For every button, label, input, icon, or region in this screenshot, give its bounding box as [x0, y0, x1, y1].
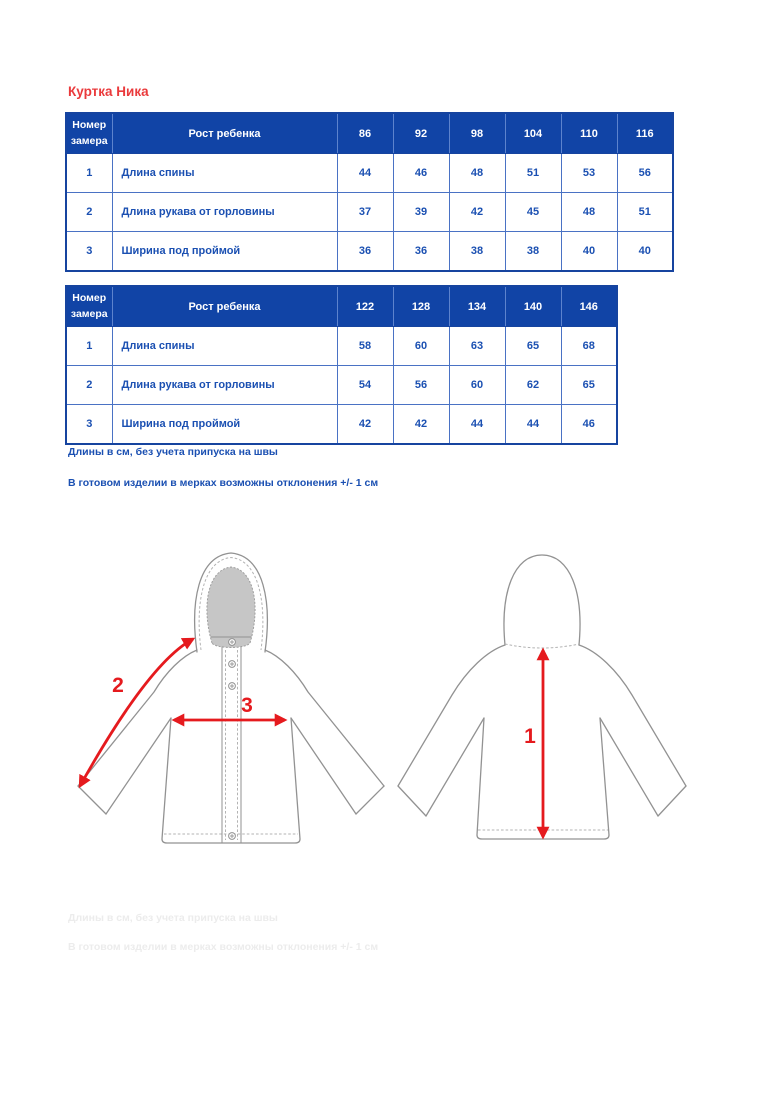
measure-row [66, 232, 673, 272]
child-height-header: Рост ребенка [112, 113, 337, 154]
measure-label-cell: Длина рукава от горловины [112, 366, 337, 405]
measure-number-cell: 3 [66, 232, 112, 272]
size-table [65, 285, 618, 445]
measure-value-cell: 37 [337, 193, 393, 232]
note-units: Длины в см, без учета припуска на швы [68, 446, 278, 458]
measure-label-chest: 3 [241, 694, 253, 717]
measure-value-cell: 48 [561, 193, 617, 232]
measure-number-cell: 2 [66, 193, 112, 232]
measure-value-cell: 62 [505, 366, 561, 405]
measure-value-cell: 51 [617, 193, 673, 232]
child-height-header: Рост ребенка [112, 286, 337, 327]
measure-value-cell: 45 [505, 193, 561, 232]
measure-row [66, 366, 617, 405]
measure-value-cell: 48 [449, 154, 505, 193]
jacket-back-view [392, 540, 722, 860]
measure-value-cell: 44 [449, 405, 505, 445]
measure-value-cell: 39 [393, 193, 449, 232]
header-row [66, 113, 673, 154]
measure-value-cell: 36 [393, 232, 449, 272]
measure-row [66, 327, 617, 366]
header-row [66, 286, 617, 327]
measure-value-cell: 63 [449, 327, 505, 366]
measure-label-cell: Длина спины [112, 154, 337, 193]
measure-value-cell: 44 [337, 154, 393, 193]
ghost-note-tolerance: В готовом изделии в мерках возможны отклонения +/- 1 см [68, 941, 379, 953]
back-length-arrow [524, 650, 543, 837]
measure-value-cell: 60 [393, 327, 449, 366]
size-header-cell: 146 [561, 286, 617, 327]
size-table-large-sizes [65, 285, 618, 445]
product-title: Куртка Ника [68, 84, 149, 99]
back-hood [504, 555, 580, 648]
size-header-cell: 86 [337, 113, 393, 154]
measure-value-cell: 65 [561, 366, 617, 405]
measure-number-header: Номер замера [66, 286, 112, 327]
measure-value-cell: 38 [449, 232, 505, 272]
measure-value-cell: 46 [561, 405, 617, 445]
measure-value-cell: 42 [393, 405, 449, 445]
measure-number-header: Номер замера [66, 113, 112, 154]
measure-value-cell: 40 [561, 232, 617, 272]
measure-row [66, 154, 673, 193]
size-header-cell: 92 [393, 113, 449, 154]
measure-value-cell: 65 [505, 327, 561, 366]
measure-row [66, 405, 617, 445]
measure-label-cell: Ширина под проймой [112, 405, 337, 445]
measure-value-cell: 36 [337, 232, 393, 272]
measure-value-cell: 51 [505, 154, 561, 193]
ghost-note-units: Длины в см, без учета припуска на швы [68, 912, 278, 924]
size-header-cell: 140 [505, 286, 561, 327]
measure-number-cell: 2 [66, 366, 112, 405]
measure-label-back-length: 1 [524, 725, 536, 748]
measure-value-cell: 46 [393, 154, 449, 193]
size-header-cell: 128 [393, 286, 449, 327]
measure-label-cell: Длина рукава от горловины [112, 193, 337, 232]
measure-value-cell: 38 [505, 232, 561, 272]
measure-value-cell: 42 [449, 193, 505, 232]
measure-value-cell: 54 [337, 366, 393, 405]
sleeve-length-arrow [80, 639, 193, 786]
chest-width-arrow [174, 694, 285, 720]
size-header-cell: 134 [449, 286, 505, 327]
measure-label-cell: Ширина под проймой [112, 232, 337, 272]
measure-value-cell: 68 [561, 327, 617, 366]
measure-label-sleeve: 2 [112, 674, 124, 697]
measure-value-cell: 60 [449, 366, 505, 405]
size-header-cell: 104 [505, 113, 561, 154]
measure-row [66, 193, 673, 232]
size-table [65, 112, 674, 272]
measure-label-cell: Длина спины [112, 327, 337, 366]
jacket-front-view [62, 540, 398, 860]
note-tolerance: В готовом изделии в мерках возможны отклонения +/- 1 см [68, 477, 379, 489]
measure-value-cell: 56 [393, 366, 449, 405]
measure-value-cell: 44 [505, 405, 561, 445]
front-body [78, 650, 384, 843]
front-hood [195, 553, 268, 652]
measure-number-cell: 3 [66, 405, 112, 445]
measure-value-cell: 58 [337, 327, 393, 366]
size-table-small-sizes [65, 112, 674, 272]
measure-number-cell: 1 [66, 327, 112, 366]
size-header-cell: 116 [617, 113, 673, 154]
measure-value-cell: 40 [617, 232, 673, 272]
measure-number-cell: 1 [66, 154, 112, 193]
front-placket [222, 639, 241, 843]
measure-value-cell: 53 [561, 154, 617, 193]
size-header-cell: 122 [337, 286, 393, 327]
snap-buttons [229, 639, 236, 840]
size-header-cell: 110 [561, 113, 617, 154]
measure-value-cell: 42 [337, 405, 393, 445]
size-header-cell: 98 [449, 113, 505, 154]
measure-value-cell: 56 [617, 154, 673, 193]
